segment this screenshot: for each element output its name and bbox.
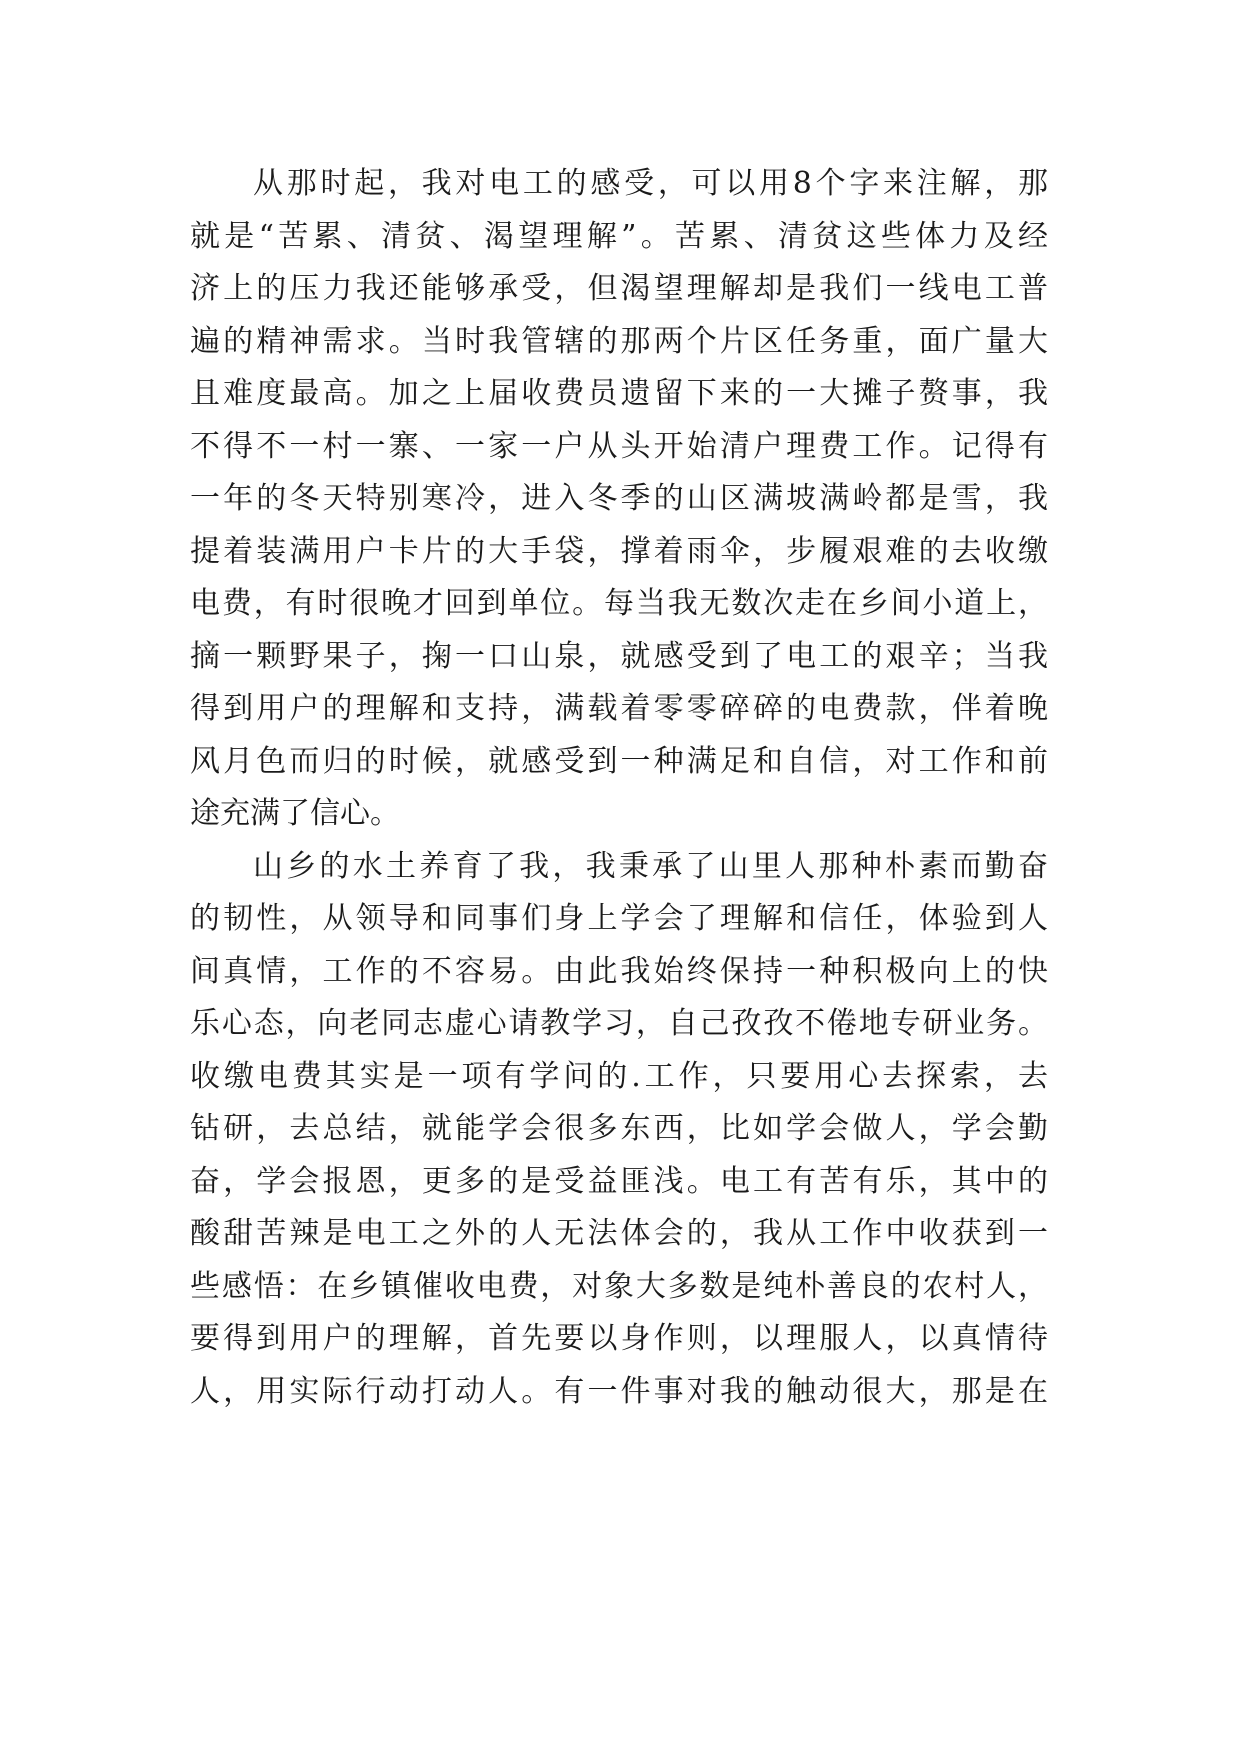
text-line: 且难度最高。加之上届收费员遗留下来的一大摊子赘事，我 [190,376,1048,411]
paragraph [190,158,1048,841]
paragraph [190,841,1048,1419]
text-line: 钻研，去总结，就能学会很多东西，比如学会做人，学会勤 [190,1111,1048,1146]
text-line: 遍的精神需求。当时我管辖的那两个片区任务重，面广量大 [190,323,1048,359]
text-line: 要得到用户的理解，首先要以身作则，以理服人，以真情待 [190,1321,1048,1356]
text-line: 不得不一村一寨、一家一户从头开始清户理费工作。记得有 [190,428,1048,464]
text-line: 途充满了信心。 [190,796,400,831]
text-line: 电费，有时很晚才回到单位。每当我无数次走在乡间小道上， [190,586,1048,621]
text-line: 就是“苦累、清贫、渴望理解”。苦累、清贫这些体力及经 [190,218,1048,254]
text-line: 得到用户的理解和支持，满载着零零碎碎的电费款，伴着晚 [190,691,1048,726]
text-line: 风月色而归的时候，就感受到一种满足和自信，对工作和前 [190,743,1048,779]
text-line: 乐心态，向老同志虚心请教学习，自己孜孜不倦地专研业务。 [190,1006,1048,1041]
text-line: 从那时起，我对电工的感受，可以用8个字来注解，那 [253,166,1048,201]
document-body [190,158,1048,1418]
text-line: 奋，学会报恩，更多的是受益匪浅。电工有苦有乐，其中的 [190,1163,1048,1199]
text-line: 提着装满用户卡片的大手袋，撑着雨伞，步履艰难的去收缴 [190,533,1048,569]
text-line: 些感悟：在乡镇催收电费，对象大多数是纯朴善良的农村人， [190,1268,1048,1304]
text-line: 酸甜苦辣是电工之外的人无法体会的，我从工作中收获到一 [190,1216,1048,1251]
text-line: 人，用实际行动打动人。有一件事对我的触动很大，那是在 [190,1373,1048,1409]
text-line: 济上的压力我还能够承受，但渴望理解却是我们一线电工普 [190,271,1048,306]
text-line: 一年的冬天特别寒冷，进入冬季的山区满坡满岭都是雪，我 [190,481,1048,516]
text-line: 摘一颗野果子，掬一口山泉，就感受到了电工的艰辛；当我 [190,638,1048,674]
text-line: 山乡的水土养育了我，我秉承了山里人那种朴素而勤奋 [253,848,1048,884]
text-line: 间真情，工作的不容易。由此我始终保持一种积极向上的快 [190,953,1048,989]
text-line: 的韧性，从领导和同事们身上学会了理解和信任，体验到人 [190,901,1048,936]
text-line: 收缴电费其实是一项有学问的.工作，只要用心去探索，去 [190,1058,1048,1094]
